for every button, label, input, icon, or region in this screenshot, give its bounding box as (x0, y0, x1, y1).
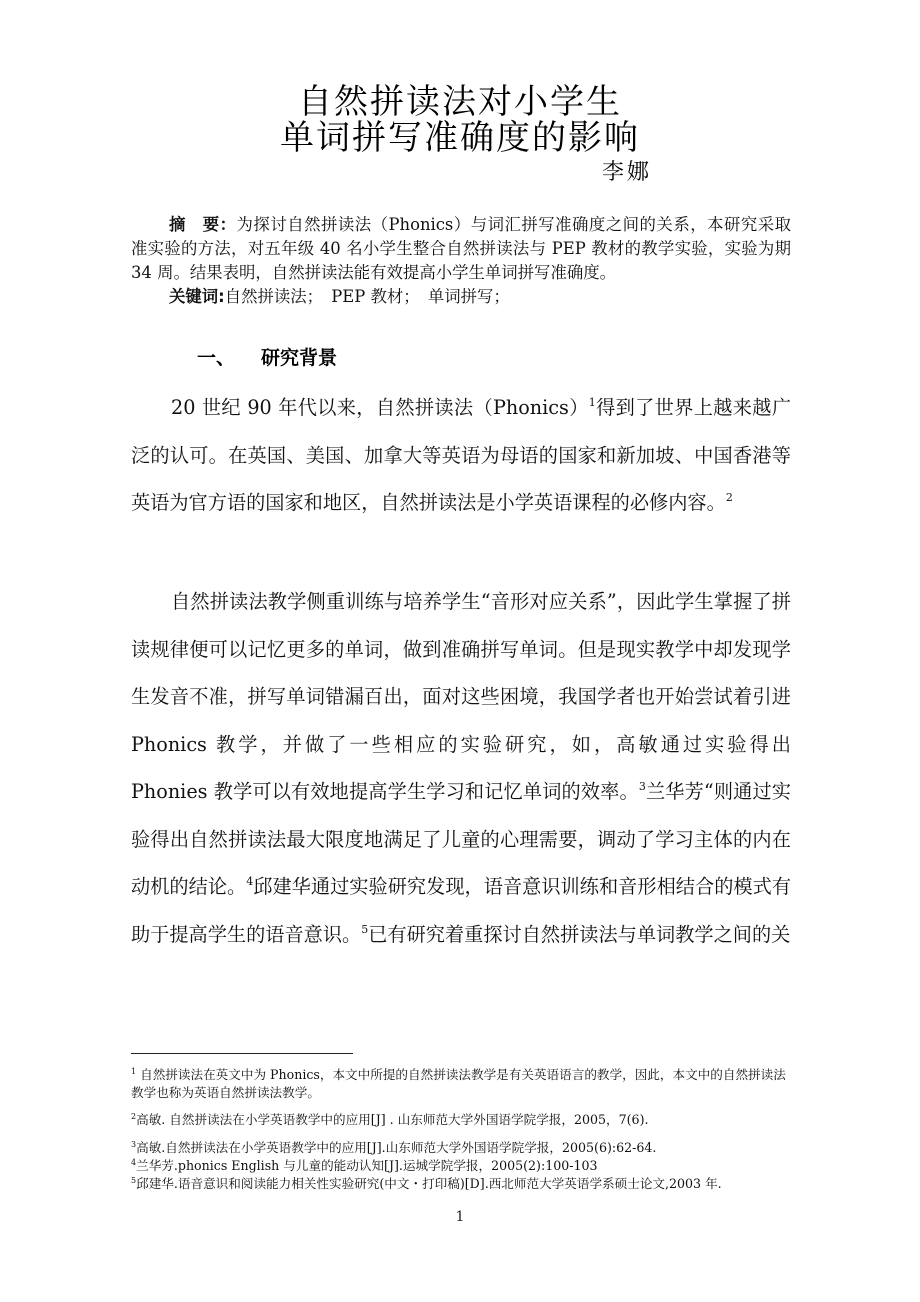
footnote-ref-4[interactable]: 4 (246, 875, 254, 888)
abstract-label: 摘 要： (169, 215, 237, 234)
author-name: 李娜 (602, 160, 653, 185)
footnote-number: 5 (131, 1176, 137, 1185)
footnote-3 (131, 1139, 791, 1157)
keywords-line (131, 285, 791, 309)
footnote-number: 3 (131, 1140, 137, 1149)
footnote-ref-1[interactable]: 1 (588, 396, 596, 409)
abstract-text: 为探讨自然拼读法（Phonics）与词汇拼写准确度之间的关系，本研究采取准实验的方法，对五年级 40 名小学生整合自然拼读法与 PEP 教材的教学实验，实验为期 34 周。结果表明，自然拼读法能有效提高小学生单词拼写准确度。 (131, 215, 792, 282)
footnote-text: 邱建华.语音意识和阅读能力相关性实验研究(中文・打印稿)[D].西北师范大学英语学系硕士论文,2003 年. (136, 1176, 722, 1191)
document-title-line-2: 单词拼写准确度的影响 (280, 118, 640, 158)
keywords-text: 自然拼读法； PEP 教材； 单词拼写； (224, 287, 510, 306)
paragraph-text: 得到了世界上越来越广泛的认可。在英国、美国、加拿大等英语为母语的国家和新加坡、中国香港等英语为官方语的国家和地区，自然拼读法是小学英语课程的必修内容。 (131, 396, 792, 514)
section-title: 研究背景 (261, 347, 338, 369)
footnote-text: 高敏. 自然拼读法在小学英语教学中的应用[J] . 山东师范大学外国语学院学报，2005，7(6). (136, 1112, 649, 1127)
footnote-text: 自然拼读法在英文中为 Phonics，本文中所提的自然拼读法教学是有关英语语言的教学，因此，本文中的自然拼读法教学也称为英语自然拼读法教学。 (131, 1067, 786, 1100)
footnote-ref-3[interactable]: 3 (638, 780, 646, 793)
footnote-1 (131, 1066, 791, 1102)
abstract-block (131, 213, 791, 309)
footnote-2 (131, 1111, 791, 1129)
paragraph-text: 邱建华通过实验研究发现，语音意识训练和音形相结合的模式有助于提高学生的语音意识。 (131, 875, 792, 946)
paragraph-text: 兰华芳“则通过实验得出自然拼读法最大限度地满足了儿童的心理需要，调动了学习主体的内在动机的结论。 (131, 780, 791, 898)
footnote-ref-5[interactable]: 5 (361, 922, 369, 936)
footnote-4 (131, 1157, 791, 1175)
footnote-number: 4 (131, 1158, 137, 1167)
footnote-number: 1 (131, 1067, 137, 1076)
paragraph-text: 已有研究着重探讨自然拼读法与单词教学之间的关 (368, 922, 791, 946)
paragraph-text: 自然拼读法教学侧重训练与培养学生“音形对应关系”，因此学生掌握了拼读规律便可以记忆更多的单词，做到准确拼写单词。但是现实教学中却发现学生发音不准，拼写单词错漏百出，面对这些困境，我国学者也开始尝试着引进 Phonics 教学，并做了一些相应的实验研究，如，高敏通过实验得出 Phonies 教学可以有效地提高学生学习和记忆单词的效率。 (131, 590, 791, 803)
footnote-5 (131, 1175, 791, 1193)
section-number: 一、 (197, 347, 236, 369)
footnote-number: 2 (131, 1112, 137, 1121)
section-heading (197, 343, 337, 373)
keywords-label: 关键词: (169, 287, 225, 306)
abstract-paragraph (131, 213, 791, 285)
paragraph-text: 20 世纪 90 年代以来，自然拼读法（Phonics） (171, 396, 589, 419)
document-title-line-1: 自然拼读法对小学生 (298, 82, 622, 122)
footnote-separator (131, 1053, 353, 1054)
footnote-ref-2[interactable]: 2 (725, 491, 733, 504)
body-paragraph-2 (131, 578, 791, 958)
footnote-text: 兰华芳.phonics English 与儿童的能动认知[J].运城学院学报，2005(2):100-103 (136, 1158, 598, 1173)
page-number: 1 (455, 1209, 465, 1225)
footnote-text: 高敏.自然拼读法在小学英语教学中的应用[J].山东师范大学外国语学院学报，2005(6):62-64. (136, 1140, 657, 1155)
body-paragraph-1 (131, 384, 791, 527)
